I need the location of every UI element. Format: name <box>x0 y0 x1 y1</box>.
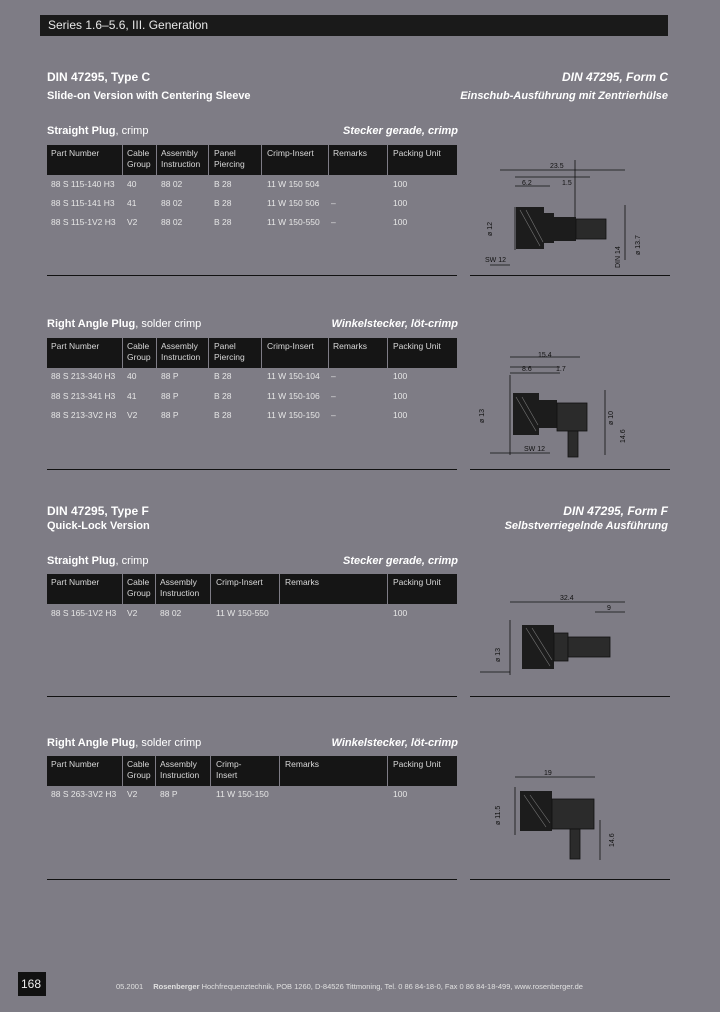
svg-text:ø 10: ø 10 <box>608 410 615 425</box>
svg-text:15.4: 15.4 <box>538 352 552 359</box>
section-divider <box>47 275 457 276</box>
table-row: 88 S 165-1V2 H3 V2 88 02 11 W 150-550 100 <box>51 608 408 618</box>
svg-text:14.6: 14.6 <box>620 429 627 443</box>
page-number: 168 <box>21 977 42 991</box>
section-f-subtitle-en: Quick-Lock Version <box>47 520 150 532</box>
svg-text:1.7: 1.7 <box>556 366 566 373</box>
col-panel-piercing: Panel Piercing <box>214 148 245 169</box>
table-row: 88 S 115-140 H3 40 88 02 B 28 11 W 150 504 100 <box>51 179 408 189</box>
straight-c-label: Straight Plug, crimp <box>47 125 149 137</box>
svg-text:19: 19 <box>544 770 552 777</box>
section-c-subtitle-de: Einschub-Ausführung mit Zentrierhülse <box>460 90 668 102</box>
page-number-box <box>18 972 46 996</box>
dim-diameter-body: ø 12 <box>487 221 494 236</box>
section-divider <box>470 696 670 697</box>
dim-wrench: SW 12 <box>485 257 507 264</box>
col-crimp-insert: Crimp-Insert <box>267 148 314 158</box>
table-row: 88 S 213-3V2 H3 V2 88 P B 28 11 W 150-150 – 100 <box>51 410 408 420</box>
section-divider <box>470 275 670 276</box>
right-f-label-de: Winkelstecker, löt-crimp <box>331 737 458 749</box>
table-row: 88 S 115-141 H3 41 88 02 B 28 11 W 150 506 – 100 <box>51 198 408 208</box>
svg-text:9: 9 <box>607 605 611 612</box>
svg-text:ø 13: ø 13 <box>479 408 486 423</box>
dim-din: DIN 14 <box>615 246 622 268</box>
col-part-number: Part Number <box>51 148 100 158</box>
straight-f-label-de: Stecker gerade, crimp <box>343 555 458 567</box>
section-divider <box>470 469 670 470</box>
col-packing-unit: Packing Unit <box>393 148 441 158</box>
right-c-table-header: Part Number Cable Group Assembly Instruction Panel Piercing Crimp-Insert Remarks Packing Unit <box>47 338 457 368</box>
right-f-drawing <box>470 765 670 870</box>
straight-c-label-de: Stecker gerade, crimp <box>343 125 458 137</box>
section-c-title-de: DIN 47295, Form C <box>561 70 668 84</box>
series-title: Series 1.6–5.6, III. Generation <box>48 18 209 32</box>
svg-text:32.4: 32.4 <box>560 595 574 602</box>
straight-c-drawing <box>470 150 670 280</box>
dim-front: 6.2 <box>522 180 532 187</box>
table-row: 88 S 263-3V2 H3 V2 88 P 11 W 150-150 100 <box>51 789 408 799</box>
table-row: 88 S 213-341 H3 41 88 P B 28 11 W 150-106 – 100 <box>51 391 408 401</box>
section-divider <box>47 469 457 470</box>
section-c-subtitle-en: Slide-on Version with Centering Sleeve <box>47 90 251 102</box>
straight-f-drawing <box>470 580 670 695</box>
right-c-drawing <box>470 345 670 470</box>
svg-text:14.6: 14.6 <box>609 833 616 847</box>
straight-f-label: Straight Plug, crimp <box>47 555 149 567</box>
straight-c-table-header <box>47 145 457 175</box>
col-remarks: Remarks <box>333 148 368 158</box>
section-f-title-en: DIN 47295, Type F <box>47 504 149 518</box>
dim-diameter-overall: ø 13.7 <box>635 235 642 255</box>
col-assembly-instruction: Assembly Instruction <box>161 148 201 169</box>
footer-address: Hochfrequenztechnik, POB 1260, D-84526 Tittmoning, Tel. 0 86 84-18-0, Fax 0 86 84-18-499, www.rosenberger.de <box>201 982 583 991</box>
right-c-label: Right Angle Plug, solder crimp <box>47 318 202 330</box>
right-c-label-de: Winkelstecker, löt-crimp <box>331 318 458 330</box>
footer-company: Rosenberger <box>153 982 200 991</box>
dim-step: 1.5 <box>562 180 572 187</box>
col-cable-group: Cable Group <box>127 148 151 169</box>
section-divider <box>47 696 457 697</box>
straight-f-table-header: Part Number Cable Group Assembly Instruction Crimp-Insert Remarks Packing Unit <box>47 574 457 604</box>
section-f-title-de: DIN 47295, Form F <box>563 504 668 518</box>
footer-date: 05.2001 <box>116 982 144 991</box>
svg-text:ø 13: ø 13 <box>495 647 502 662</box>
right-f-label: Right Angle Plug, solder crimp <box>47 737 202 749</box>
svg-text:8.6: 8.6 <box>522 366 532 373</box>
svg-text:ø 11.5: ø 11.5 <box>495 805 502 825</box>
table-row: 88 S 115-1V2 H3 V2 88 02 B 28 11 W 150-550 – 100 <box>51 217 408 227</box>
series-header-bar <box>40 15 668 36</box>
footer-line <box>116 982 583 991</box>
dim-length: 23.5 <box>550 163 564 170</box>
section-divider <box>47 879 457 880</box>
section-divider <box>470 879 670 880</box>
right-f-table-header: Part Number Cable Group Assembly Instruction Crimp- Insert Remarks Packing Unit <box>47 756 457 786</box>
svg-text:SW 12: SW 12 <box>524 446 546 453</box>
section-f-subtitle-de: Selbstverriegelnde Ausführung <box>504 520 668 532</box>
table-row: 88 S 213-340 H3 40 88 P B 28 11 W 150-104 – 100 <box>51 371 408 381</box>
section-c-title-en: DIN 47295, Type C <box>47 70 151 84</box>
